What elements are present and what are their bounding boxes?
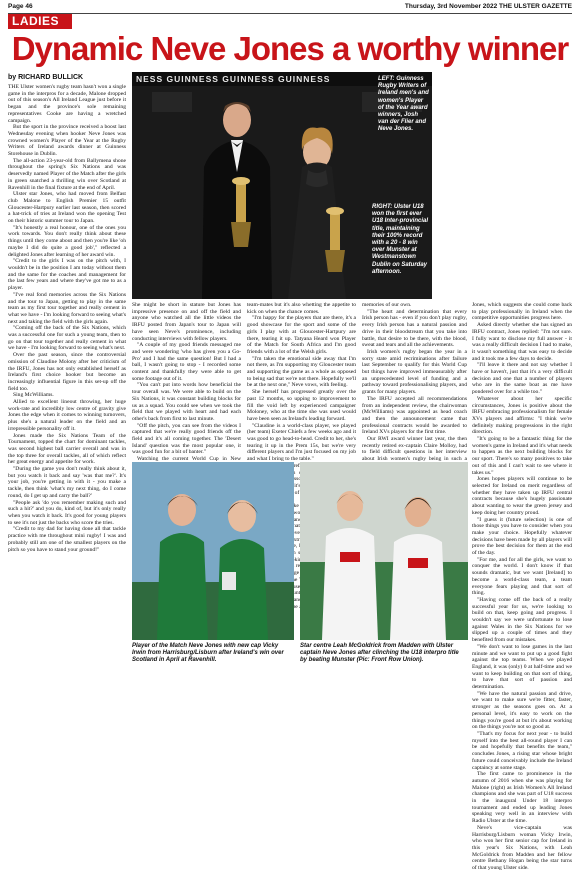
article-paragraph: memories of our own. — [362, 302, 412, 308]
article-paragraph: Ulster star Jones, who had moved from Belfast club Malone to English Premier 15 outfit Gloucester-Hartpury earlier last season, then scored a hat-trick of tries at Ireland won the opening Test on their historic summer tour to Japan. — [8, 191, 126, 225]
u18-interpro-caption: Star centre Leah McGoldrick from Madden with Ulster captain Neve Jones after clinching the U18 interpro title by beating Munster (Pic: Front Row Union). — [300, 643, 459, 664]
article-paragraph: "We don't want to lose games in the last minute and we want to put up a good fight against the top teams. When we played England, it was (only) 0 at half-time and we want to keep building on that sort of thing, to have that sort of passion and determination. — [472, 643, 572, 691]
article-paragraph: Asked directly whether she has signed an IRFU contract, Jones replied: "I'm not sure. I fully want to disclose my full answer - it was a really difficult decision I had to make, it wasn't something that was easy to decide and it took me a few days to decide. — [472, 322, 572, 362]
article-paragraph: Irish women's rugby began the year in a sorry state amid recriminations after failure last September to qualify for this World Cup but things have improved immeasurably after an unprecedented level of funding and a pathway toward professionalising players, and grants for many players. — [362, 348, 467, 396]
article-paragraph: Jones, which suggests she could come back to play professionally in Ireland when the competitive opportunities progress here. — [472, 302, 572, 322]
article-paragraph: "The heart and determination that every Irish person has - even if you don't play rugby, every Irish person has a natural passion and drive in their bloodstream that you take into battle, that desire to be there, with the blood, sweat and tears and all the achievements. — [362, 308, 467, 349]
page-number: Page 46 — [8, 3, 33, 10]
article-paragraph: But the sport in the province received a boost last Wednesday evening when hooker Neve Jones was crowned women's Player of the Year at the Rugby Writers of Ireland awards dinner at Guinness Storehouse in Dublin. — [8, 124, 126, 158]
article-paragraph: Jones made the Six Nations Team of the Tournament, topped the chart for dominant tackles, was second highest ball carrier overall and was in the top three for overall tackles, all of which reflect her great energy and appetite for work. — [8, 432, 126, 466]
article-paragraph: "Off the pitch, you can see from the videos I captured that we're really good friends off the field and it's all coming together. The 'Desert Island' question was the most popular one, it was good fun for a bit of banter." — [132, 422, 241, 456]
article-paragraph: "For me, and for all the girls, we want to conquer the world. I don't know if that sounds dramatic, but we want [Ireland] to become a world-class team, a team everyone fears playing and that sort of thing. — [472, 556, 572, 597]
article-paragraph: "Credit to the girls I was on the pitch with, I wouldn't be in the position I am today without them and the same for the coaches and management for the last few years and where they've got me to as a player. — [8, 258, 126, 292]
header-rule — [8, 13, 572, 14]
article-paragraph: The all-action 23-year-old from Ballymena shone throughout the spring's Six Nations and was deservedly named Player of the Match after the girls in green snatched a thrilling win over Scotland at Ravenhill in the final fixture at the end of April. — [8, 157, 126, 191]
article-column-1 — [8, 84, 126, 734]
article-paragraph: "That's my focus for next year - to build myself into the best all-round player I can be and hopefully that benefits the team," concludes Jones, a rising star whose bright future could conceivably include the Ireland captaincy at some stage. — [472, 731, 572, 771]
article-paragraph: She herself has progressed greatly over the past 12 months, so upping to improvement to fill the void left by experienced campaigner Moloney, who at the time she was used would have been seen as Ireland's leading forward. — [247, 389, 356, 422]
article-column-3 — [247, 302, 356, 610]
article-paragraph: looking age — [287, 556, 305, 577]
u18-interpro-photo — [300, 462, 468, 640]
section-tag: LADIES — [8, 14, 72, 29]
article-paragraph: THE Ulster women's rugby team hasn't won a single game in the interpros for a decade, Malone dropped out of this season's All Ireland League just before it began and the province's sole remaining representatives Cooke are having a wretched campaign. — [8, 84, 126, 124]
article-paragraph: "It's honestly a real honour, one of the ones you work towards. You don't really think about these things until they come about and then you're like 'oh maybe I did do quite a good job'," reflected a delighted Jones after learning of her award win. — [8, 224, 126, 258]
article-paragraph: The first came to prominence in the autumn of 2016 when she was playing for Malone (right) as Irish Women's All Ireland champions and she was part of U18 success in the inaugural Under 18 interpro tournament and ended up leading Jones speaking very well in an interview with Radio Ulster at the time. — [472, 771, 572, 825]
caption-right-photo: RIGHT: Ulster U18 won the first ever U18 Inter-provincial title, maintaining their 100% record with a 20 - 8 win over Munster at Westmanstown Dublin on Saturday afternoon. — [372, 204, 429, 275]
article-paragraph: "I guess it (future selection) is one of those things you have to consider when you make your choice. Hopefully whatever decisions have been made by all players will prove the best decision for them at the end of the day. — [472, 516, 572, 557]
article-column-4 — [362, 302, 467, 463]
article-paragraph: blossom "it's of — [286, 476, 306, 496]
article-paragraph: The IRFU accepted all recommendations from an independent review, the chairwoman (McWilliams) was appointed as head coach and then the announcement came that professional contracts would be awarded to Ireland XVs players for the first time. — [362, 395, 467, 436]
page-header — [8, 3, 572, 12]
article-paragraph: "Credit to my dad for having done all that tackle practice with me throughout mini rugby! I was and probably still am one of the smallest players on the pitch so you have to stand your ground!" — [8, 526, 126, 553]
article-paragraph: Allied to excellent lineout throwing, her huge work-rate and incredibly low centre of gravity give Jones the edge when it comes to winning turnovers, plus she's a natural leader on the field and an irrepressible personality off it. — [8, 399, 126, 432]
article-paragraph: "I'll leave it there and not say whether I have or haven't, just that it's a very difficult decision and one that a number of players who are in the same boat as me have pondered over for a while too." — [472, 362, 572, 396]
article-column-2 — [132, 302, 241, 463]
article-paragraph: "I've real fond memories across the Six Nations and the tour to Japan, getting to play in the same team as my first tour together and really cement in what we have - I'm looking forward to seeing what's next and taking the field with the girls again. — [8, 291, 126, 325]
scotland-match-photo — [132, 462, 294, 640]
article-paragraph: "I'm taken the emotional side away that I'm not there, as I'm supporting my Gloucester team and supporting the game as a whole as opposed to being sad that we're not there. Hopefully we'll be at the next one," Neve vows, with feeling. — [247, 355, 356, 389]
scotland-match-image — [132, 462, 294, 640]
article-paragraph: Watching the current World Cup in New — [137, 456, 241, 463]
headline: Dynamic Neve Jones a worthy winner — [11, 30, 569, 67]
article-paragraph: Sing McWilliams. — [13, 392, 54, 399]
article-paragraph: Our RWI award winner last year, the then recently retired ex-captain Claire Molloy, had to field difficult questions in her interview about Irish women's rugby being in such a — [362, 436, 467, 463]
article-paragraph: Over the past season, since the controversial omission of Claudine Molony after her criticism of the IRFU, Jones has not only established herself as Ireland's first choice hooker but become an increasingly influential figure in this set-up off the field too. — [8, 352, 126, 392]
article-paragraph: Jones hopes players will continue to be selected for Ireland on merit regardless of whether they have taken up IRFU central contracts because she's hugely passionate about wanting to wear the green jersey and keep doing her country proud. — [472, 476, 572, 516]
article-paragraph: "Coming off the back of the Six Nations, which was a successful one for such a young team, then to go on that tour together and really cement in what we have - I'm looking forward to seeing what's next. — [8, 325, 126, 352]
article-paragraph: "It's going to be a fantastic thing for the women's game in Ireland and it's what needs to happen as the next building blocks for our sport. There's so many positives to take out of this and I can't wait to see where it takes us." — [472, 436, 572, 476]
article-paragraph: "During the game you don't really think about it, but you watch it back and say 'was that me?'. It's your job, you're getting in with it - you make a tackle, then think 'what's my next thing, do I come round, do I get up and carry the ball?' — [8, 466, 126, 499]
scotland-match-caption: Player of the Match Neve Jones with new cap Vicky Irwin from Harrisburg/Lisburn after Ireland's win over Scotland in April at Ravenhill. — [132, 643, 284, 664]
article-column-5 — [472, 302, 572, 872]
article-paragraph: Neve's vice-captain was Harrisburg/Lisburn woman Vicky Irwin, who won her first senior cap for Ireland in this year's Six Nations, with Leah McGoldrick from Madden and her fellow centre Bethany Hogan being the star turns of that young Ulster side. — [472, 824, 572, 872]
article-paragraph: "I'm happy for the players that are there, it's a good showcase for the sport and some of the girls I play with at Gloucester-Hartpury are there, tearing it up. Tatyana Heard won Player of the Match for South Africa and I'm good friends with a lot of the Welsh girls. — [247, 315, 356, 355]
article-paragraph: "People ask 'do you remember making such and such a hit?' and you do, kind of, but it's only really when you watch it back. It's good for young players to see it's not just the backs who score the tries. — [8, 499, 126, 526]
article-paragraph: like work and that over extra — [290, 503, 305, 543]
article-paragraph: "You can't put into words how beneficial the tour overall was. We were able to build on the Six Nations, it was constant building blocks for us as a squad. You could see when we took the field that we played with heart and had each other's back from first to last minute. — [132, 382, 241, 422]
article-paragraph: Whatever about her specific circumstances, Jones is positive about the IRFU embracing professionalism for female XVs players and affirms: "I think we're definitely making progressions in the right direction. — [472, 395, 572, 436]
article-paragraph: "We have the natural passion and drive, we want to make sure we're fitter, faster, stronger as the seasons goes on. At a personal level, it's easy to work on the things you're good at but it's about working on the things you're not so good at. — [472, 690, 572, 731]
byline: by RICHARD BULLICK — [8, 74, 84, 81]
u18-interpro-image — [300, 462, 468, 640]
backdrop-text: NESS GUINNESS GUINNESS GUINNESS — [136, 74, 331, 84]
caption-left-photo: LEFT: Guinness Rugby Writers of Ireland men's and women's Player of the Year award winners, Josh van der Flier and Neve Jones. — [378, 76, 429, 133]
article-paragraph: "A couple of my good friends messaged me and were wondering 'who has given you a Go-Pro' and I had the same question! But I had a ball, I wasn't going to stop - I recorded some content and thankfully they were able to get some footage out of it. — [132, 342, 241, 382]
award-photo — [132, 72, 432, 299]
article-paragraph: "Having come off the back of a really successful year for us, we're looking to build on that, keep going and progress. I wouldn't say we were unfortunate to lose against Wales in the Six Nations for we slipped up a couple of times and they benefited from our mistakes. — [472, 596, 572, 644]
article-paragraph: countries and be — [287, 590, 309, 610]
dateline: Thursday, 3rd November 2022 THE ULSTER GAZETTE — [404, 3, 572, 10]
article-paragraph: She might be short in stature but Jones has impressive presence on and off the field and anyone who watched all the little videos the IRFU posted from Japan's tour to Japan will have seen Neve's prominence, including conducting interviews with fellow players. — [132, 302, 241, 342]
article-paragraph: team-mates but it's also whetting the appetite to kick on when the chance comes. — [247, 302, 356, 315]
article-paragraph: "Claudine is a world-class player, we played (her team) Exeter Chiefs a few weeks ago and it was good to go head-to-head. Credit to her, she's tearing it up in the Prem 15s, but we're very different players and I'm just focused on my job and what I bring to the table." — [247, 422, 356, 463]
